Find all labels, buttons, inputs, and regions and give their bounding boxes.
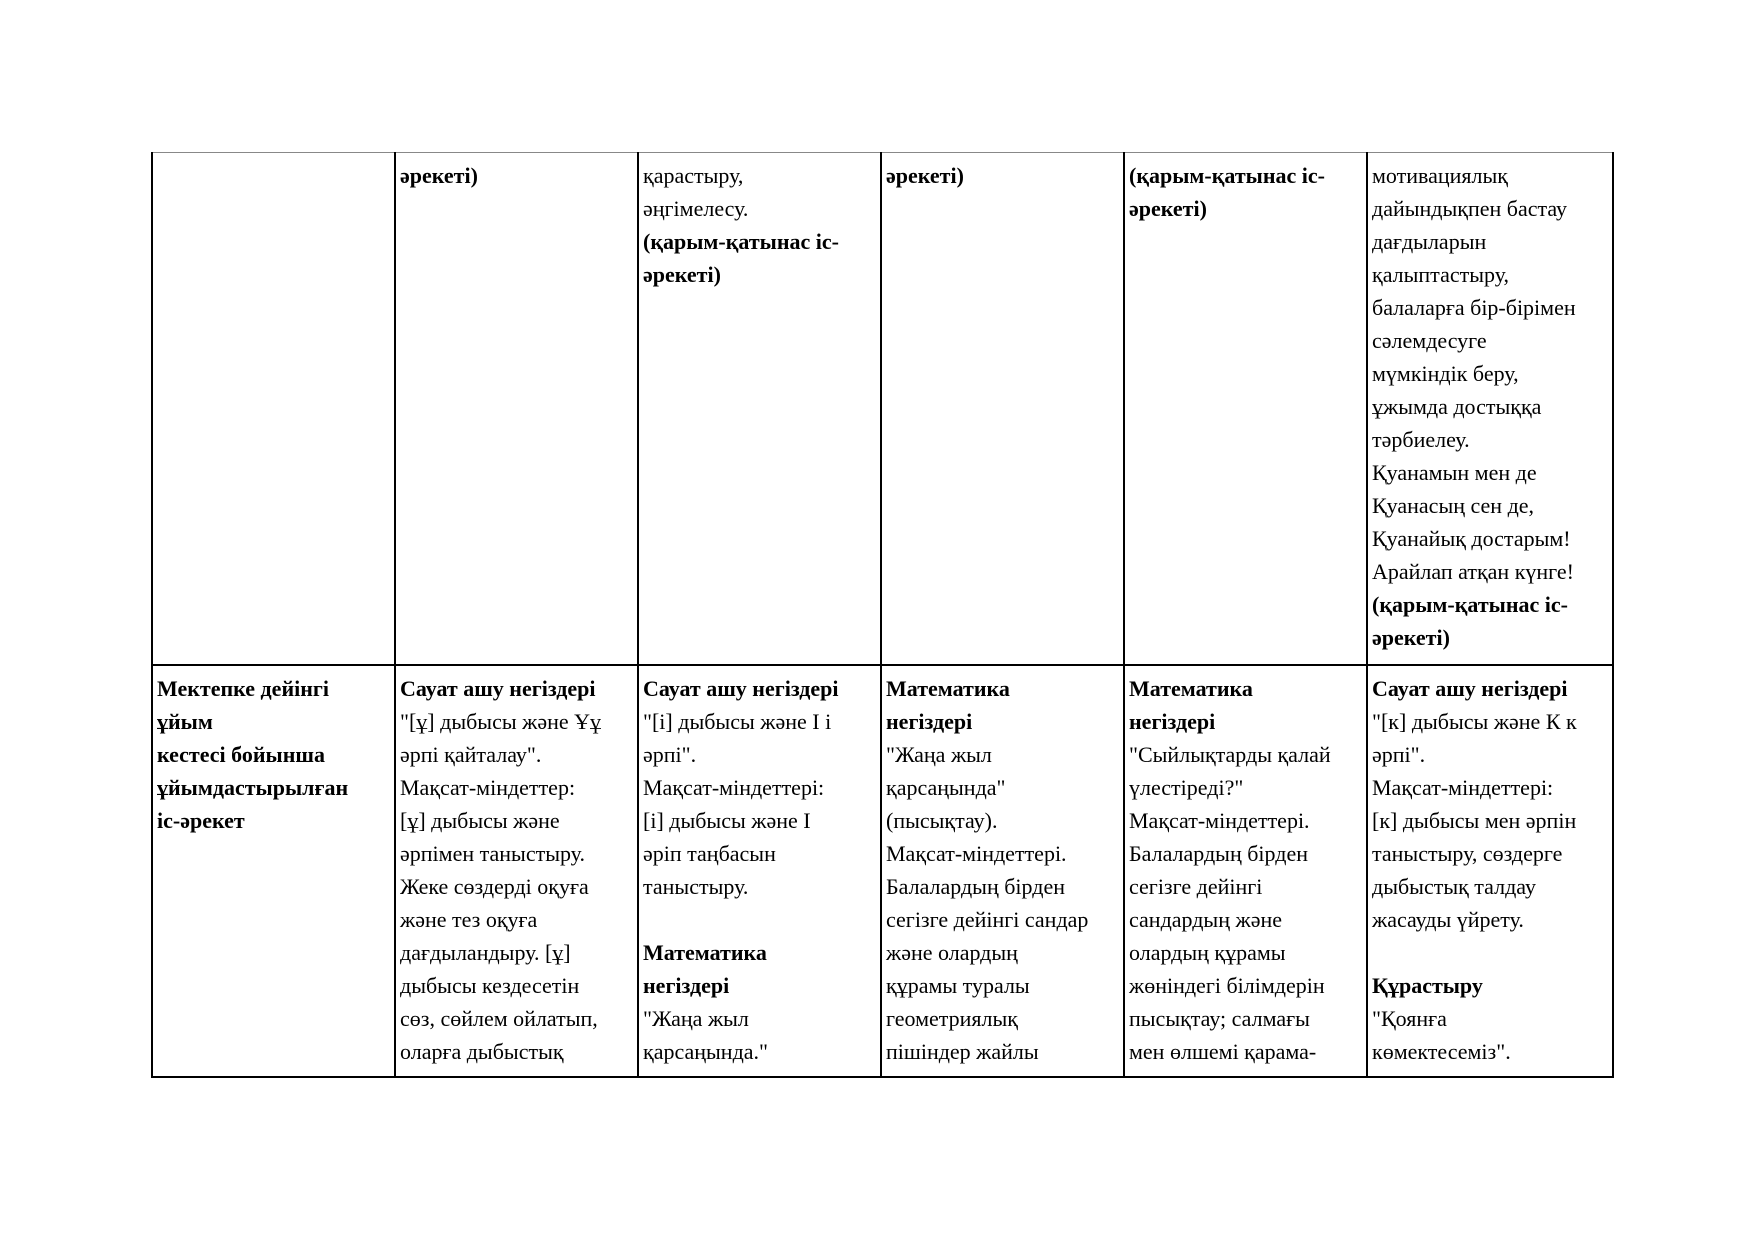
cell-text-line: "[к] дыбысы және К к bbox=[1372, 709, 1577, 734]
cell-text-line: сәлемдесуге bbox=[1372, 328, 1487, 353]
cell-text-line: әрпі". bbox=[1372, 742, 1426, 767]
cell-text-line: пысықтау; салмағы bbox=[1129, 1006, 1310, 1031]
cell-text-line: "[і] дыбысы және І і bbox=[643, 709, 832, 734]
cell-text-line: әріп таңбасын bbox=[643, 841, 776, 866]
cell-text-line: қарсаңында" bbox=[886, 775, 1006, 800]
cell-heading-line: әрекеті) bbox=[886, 163, 964, 188]
cell-text-line: тәрбиелеу. bbox=[1372, 427, 1470, 452]
cell-text-line: "Сыйлықтарды қалай bbox=[1129, 742, 1331, 767]
cell-text-line: құрамы туралы bbox=[886, 973, 1030, 998]
cell-text-line: Қуанамын мен де bbox=[1372, 460, 1537, 485]
cell-heading-line: әрекеті) bbox=[1372, 625, 1450, 650]
cell-heading-line: (қарым-қатынас іс- bbox=[1372, 592, 1568, 617]
cell-heading-line: ұйымдастырылған bbox=[157, 775, 349, 800]
cell-text-line: және олардың bbox=[886, 940, 1018, 965]
cell-text-line: геометриялық bbox=[886, 1006, 1018, 1031]
blank-line bbox=[1372, 936, 1608, 969]
cell-text-line: дыбысы кездесетін bbox=[400, 973, 580, 998]
cell-heading-line: Құрастыру bbox=[1372, 973, 1483, 998]
table-cell bbox=[1124, 665, 1367, 1077]
cell-text-line: (пысықтау). bbox=[886, 808, 998, 833]
cell-text-line: таныстыру. bbox=[643, 874, 749, 899]
cell-text-line: қарастыру, bbox=[643, 163, 744, 188]
cell-text-line: Жеке сөздерді оқуға bbox=[400, 874, 589, 899]
cell-text-line: "Жаңа жыл bbox=[886, 742, 992, 767]
cell-text-line: пішіндер жайлы bbox=[886, 1039, 1039, 1064]
cell-text-line: мен өлшемі қарама- bbox=[1129, 1039, 1317, 1064]
cell-text-line: Балалардың бірден bbox=[1129, 841, 1308, 866]
table-cell bbox=[395, 665, 638, 1077]
cell-heading-line: Математика bbox=[1129, 676, 1253, 701]
table-cell bbox=[638, 665, 881, 1077]
cell-text-line: сөз, сөйлем ойлатып, bbox=[400, 1006, 598, 1031]
cell-text-line: үлестіреді?" bbox=[1129, 775, 1244, 800]
cell-text-line: дағдыландыру. [ұ] bbox=[400, 940, 571, 965]
cell-text-line: [ұ] дыбысы және bbox=[400, 808, 560, 833]
cell-text-line: сегізге дейінгі сандар bbox=[886, 907, 1089, 932]
cell-heading-line: негіздері bbox=[886, 709, 973, 734]
cell-text-line: дыбыстық талдау bbox=[1372, 874, 1536, 899]
cell-heading-line: (қарым-қатынас іс- bbox=[643, 229, 839, 254]
cell-text-line: ұжымда достыққа bbox=[1372, 394, 1542, 419]
schedule-table bbox=[151, 152, 1614, 1078]
table-cell bbox=[638, 153, 881, 666]
cell-heading-line: әрекеті) bbox=[400, 163, 478, 188]
cell-heading-line: әрекеті) bbox=[643, 262, 721, 287]
cell-text-line: Мақсат-міндеттер: bbox=[400, 775, 576, 800]
cell-text-line: "Қоянға bbox=[1372, 1006, 1447, 1031]
cell-text-line: көмектесеміз". bbox=[1372, 1039, 1511, 1064]
cell-text-line: қарсаңында." bbox=[643, 1039, 769, 1064]
cell-heading-line: негіздері bbox=[1129, 709, 1216, 734]
table-cell bbox=[1124, 153, 1367, 666]
cell-heading-line: Сауат ашу негіздері bbox=[400, 676, 596, 701]
table-cell bbox=[881, 153, 1124, 666]
cell-heading-line: негіздері bbox=[643, 973, 730, 998]
blank-line bbox=[643, 903, 876, 936]
cell-heading-line: Мектепке дейінгі bbox=[157, 676, 330, 701]
cell-text-line: әрпімен таныстыру. bbox=[400, 841, 585, 866]
cell-text-line: жасауды үйрету. bbox=[1372, 907, 1524, 932]
cell-text-line: [к] дыбысы мен әрпін bbox=[1372, 808, 1577, 833]
cell-text-line: [і] дыбысы және І bbox=[643, 808, 811, 833]
cell-text-line: Мақсат-міндеттері: bbox=[1372, 775, 1554, 800]
cell-heading-line: ұйым bbox=[157, 709, 213, 734]
cell-text-line: әрпі қайталау". bbox=[400, 742, 542, 767]
cell-text-line: және тез оқуға bbox=[400, 907, 538, 932]
cell-heading-line: Математика bbox=[643, 940, 767, 965]
row-header-cell bbox=[152, 665, 395, 1077]
cell-text-line: Мақсат-міндеттері. bbox=[1129, 808, 1310, 833]
cell-text-line: Мақсат-міндеттері: bbox=[643, 775, 825, 800]
table-cell bbox=[395, 153, 638, 666]
cell-text-line: сегізге дейінгі bbox=[1129, 874, 1263, 899]
cell-text-line: "[ұ] дыбысы және Ұұ bbox=[400, 709, 602, 734]
cell-heading-line: кестесі бойынша bbox=[157, 742, 325, 767]
table-cell bbox=[1367, 153, 1613, 666]
cell-text-line: "Жаңа жыл bbox=[643, 1006, 749, 1031]
cell-text-line: Арайлап атқан күнге! bbox=[1372, 559, 1574, 584]
cell-text-line: әрпі". bbox=[643, 742, 697, 767]
cell-text-line: балаларға бір-бірімен bbox=[1372, 295, 1576, 320]
cell-heading-line: (қарым-қатынас іс- bbox=[1129, 163, 1325, 188]
cell-text-line: оларға дыбыстық bbox=[400, 1039, 564, 1064]
cell-text-line: дағдыларын bbox=[1372, 229, 1487, 254]
cell-text-line: Мақсат-міндеттері. bbox=[886, 841, 1067, 866]
cell-text-line: дайындықпен бастау bbox=[1372, 196, 1568, 221]
cell-text-line: олардың құрамы bbox=[1129, 940, 1286, 965]
table-row bbox=[152, 665, 1613, 1077]
table-row bbox=[152, 153, 1613, 666]
table-cell bbox=[881, 665, 1124, 1077]
cell-heading-line: Математика bbox=[886, 676, 1010, 701]
table-cell bbox=[1367, 665, 1613, 1077]
cell-text-line: сандардың және bbox=[1129, 907, 1282, 932]
table-cell bbox=[152, 153, 395, 666]
cell-heading-line: іс-әрекет bbox=[157, 808, 245, 833]
cell-text-line: таныстыру, сөздерге bbox=[1372, 841, 1563, 866]
cell-text-line: Қуанайық достарым! bbox=[1372, 526, 1571, 551]
cell-heading-line: Сауат ашу негіздері bbox=[643, 676, 839, 701]
cell-text-line: қалыптастыру, bbox=[1372, 262, 1509, 287]
cell-text-line: жөніндегі білімдерін bbox=[1129, 973, 1325, 998]
cell-text-line: әңгімелесу. bbox=[643, 196, 749, 221]
cell-heading-line: Сауат ашу негіздері bbox=[1372, 676, 1568, 701]
cell-text-line: мүмкіндік беру, bbox=[1372, 361, 1519, 386]
cell-text-line: мотивациялық bbox=[1372, 163, 1508, 188]
cell-text-line: Қуанасың сен де, bbox=[1372, 493, 1535, 518]
cell-text-line: Балалардың бірден bbox=[886, 874, 1065, 899]
cell-heading-line: әрекеті) bbox=[1129, 196, 1207, 221]
